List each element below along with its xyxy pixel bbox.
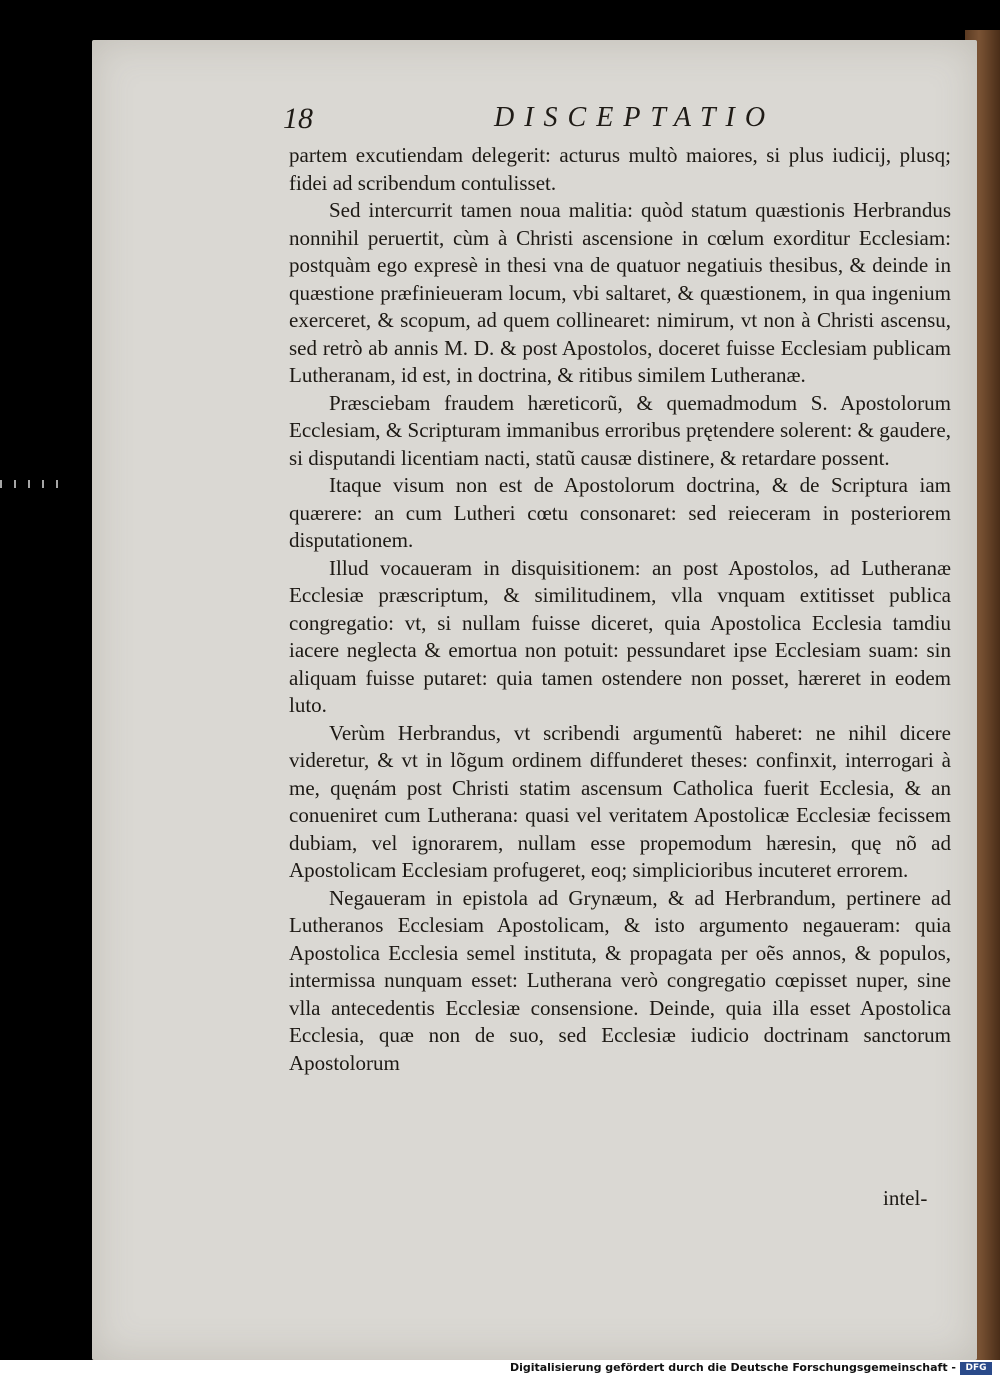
paragraph: Itaque visum non est de Apostolorum doctrina, & de Scriptura iam quærere: an cum Lutheri cœtu consonaret: sed reieceram in posteriorem disputationem.	[289, 473, 951, 552]
digitization-footer	[0, 1360, 1000, 1378]
funding-credit: Digitalisierung gefördert durch die Deutsche Forschungsgemeinschaft -	[509, 1361, 956, 1374]
paragraph: Verùm Herbrandus, vt scribendi argumentũ haberet: ne nihil dicere videretur, & vt in lõgum ordinem diffunderet theses: confinxit, interrogari à me, quęnám post Christi statim ascensum Catholica fuerit Ecclesia, & an conueniret cum Lutherana: quasi vel veritatem Apostolicæ Ecclesiæ fecissem dubiam, vel ignorarem, nullam esse propemodum hæresin, quę nõ ad Apostolicam Ecclesiam profugeret, eoq; simplicioribus incuteret errorem.	[289, 720, 951, 882]
paragraph: Negaueram in epistola ad Grynæum, & ad Herbrandum, pertinere ad Lutheranos Ecclesiam Apostolicam, & isto argumento negaueram: quia Apostolica Ecclesia semel instituta, & propagata per oẽs annos, & populos, intermissa nunquam esset: Lutherana verò congregatio cœpisset nuper, sine vlla antecedentis Ecclesiæ consensione. Deinde, quia illa esset Apostolica Ecclesia, quæ non de suo, sed Ecclesiæ iudicio doctrinam sanctorum Apostolorum	[289, 885, 951, 1075]
paragraph: Illud vocaueram in disquisitionem: an post Apostolos, ad Lutheranæ Ecclesiæ præscriptum, & similitudinem, vlla vnquam extitisset publica congregatio: vt, si nullam fuisse diceret, quia Apostolica Ecclesia tamdiu iacere neglecta & emortua non potuit: pessundaret ipse Ecclesiam suam: sin aliquam fuisse putaret: quia tamen ostendere non posset, hæreret in eodem luto.	[289, 555, 951, 717]
paragraph: Præsciebam fraudem hæreticorũ, & quemadmodum S. Apostolorum Ecclesiam, & Scripturam immanibus erroribus prętendere solerent: & gaudere, si disputandi licentiam nacti, statũ causæ distinere, & retardare possent.	[289, 390, 951, 470]
body-text	[289, 142, 951, 1077]
paragraph: partem excutiendam delegerit: acturus multò maiores, si plus iudicij, plusq; fidei ad scribendum contulisset.	[289, 143, 951, 195]
catchword: intel-	[883, 1186, 928, 1210]
paragraph: Sed intercurrit tamen noua malitia: quòd statum quæstionis Herbrandus nonnihil peruertit, cùm à Christi ascensione in cœlum exorditur Ecclesiam: postquàm ego expresè in thesi vna de quatuor negatiuis thesibus, & deinde in quæstione præfinieueram locum, vbi saltaret, & quæstionem, in qua ingenium exerceret, & scopum, ad quem collinearet: nimirum, vt non à Christi ascensu, sed retrò ab annis M. D. & post Apostolos, doceret fuisse Ecclesiam publicam Lutheranam, id est, in doctrina, & ritibus similem Lutheranæ.	[289, 198, 951, 387]
running-title: DISCEPTATIO	[494, 102, 776, 133]
page-number: 18	[283, 102, 313, 135]
running-head	[0, 100, 1000, 140]
dfg-logo: DFG	[960, 1362, 992, 1375]
scan-margin-marks	[0, 480, 70, 488]
